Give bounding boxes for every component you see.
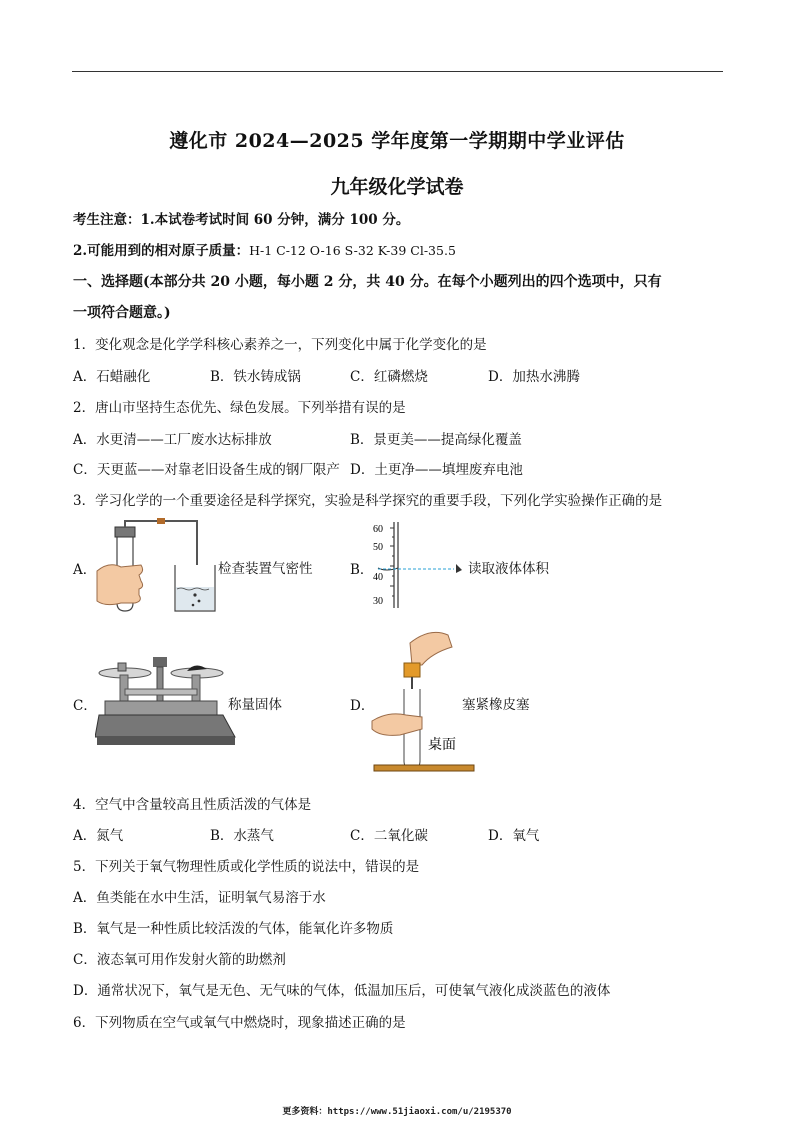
- q1-option-a: A．石蜡融化: [73, 369, 151, 385]
- q5-option-d: D．通常状况下，氧气是无色、无气味的气体，低温加压后，可使氧气液化成淡蓝色的液体: [73, 983, 611, 999]
- q4-option-d: D．氧气: [488, 828, 540, 844]
- cylinder-tick-50: 50: [373, 542, 383, 553]
- desk-label: 桌面: [428, 738, 456, 753]
- q3-option-a-text: 检查装置气密性: [218, 561, 313, 577]
- q4-option-a: A．氮气: [73, 828, 124, 844]
- section-heading-line-1: 一、选择题(本部分共 20 小题，每小题 2 分，共 40 分。在每个小题列出的四个选项中，只有: [73, 274, 662, 290]
- graduated-cylinder-figure: [368, 518, 478, 610]
- q1-option-b: B．铁水铸成锅: [210, 369, 301, 385]
- q1-stem: 1．变化观念是化学学科核心素养之一，下列变化中属于化学变化的是: [73, 337, 487, 353]
- q2-option-c: C．天更蓝——对靠老旧设备生成的钢厂限产: [73, 462, 340, 478]
- q3-option-c-text: 称量固体: [228, 697, 282, 713]
- top-rule: [72, 71, 723, 72]
- q5-stem: 5．下列关于氧气物理性质或化学性质的说法中，错误的是: [73, 859, 420, 875]
- footer-link[interactable]: 更多资料：https://www.51jiaoxi.com/u/2195370: [282, 1107, 512, 1117]
- q3-stem: 3．学习化学的一个重要途径是科学探究，实验是科学探究的重要手段，下列化学实验操作正确的是: [73, 493, 663, 509]
- section-heading-line-2: 一项符合题意。): [73, 305, 171, 321]
- q3-option-c-label: C．: [73, 698, 97, 714]
- q3-option-d-text: 塞紧橡皮塞: [462, 697, 530, 713]
- q4-option-c: C．二氧化碳: [350, 828, 428, 844]
- airtightness-apparatus-figure: [95, 515, 225, 615]
- q5-option-a: A．鱼类能在水中生活，证明氧气易溶于水: [73, 890, 326, 906]
- note-line-2-label: 2.可能用到的相对原子质量：: [73, 243, 250, 259]
- q6-stem: 6．下列物质在空气或氧气中燃烧时，现象描述正确的是: [73, 1015, 406, 1031]
- q4-stem: 4．空气中含量较高且性质活泼的气体是: [73, 797, 312, 813]
- exam-title: 遵化市 2024—2025 学年度第一学期期中学业评估: [169, 130, 625, 152]
- q2-option-b: B．景更美——提高绿化覆盖: [350, 432, 522, 448]
- q1-option-c: C．红磷燃烧: [350, 369, 428, 385]
- cylinder-tick-60: 60: [373, 524, 383, 535]
- q2-stem: 2．唐山市坚持生态优先、绿色发展。下列举措有误的是: [73, 400, 406, 416]
- note-line-1: 考生注意：1.本试卷考试时间 60 分钟，满分 100 分。: [73, 212, 410, 228]
- q2-option-a: A．水更清——工厂废水达标排放: [73, 432, 272, 448]
- q5-option-c: C．液态氧可用作发射火箭的助燃剂: [73, 952, 286, 968]
- q3-option-b-text: 读取液体体积: [468, 561, 549, 577]
- q2-option-d: D．土更净——填埋废弃电池: [350, 462, 523, 478]
- exam-subtitle: 九年级化学试卷: [330, 176, 464, 198]
- cylinder-tick-30: 30: [373, 596, 383, 607]
- atomic-masses: H-1 C-12 O-16 S-32 K-39 Cl-35.5: [249, 243, 456, 258]
- note-line-2: [73, 239, 456, 259]
- q4-option-b: B．水蒸气: [210, 828, 274, 844]
- cylinder-tick-40: 40: [373, 572, 383, 583]
- q3-option-d-label: D．: [350, 698, 375, 714]
- q5-option-b: B．氧气是一种性质比较活泼的气体，能氧化许多物质: [73, 921, 394, 937]
- q3-option-b-label: B．: [350, 562, 374, 578]
- balance-scale-figure: [95, 655, 245, 750]
- q1-option-d: D．加热水沸腾: [488, 369, 580, 385]
- q3-option-a-label: A．: [73, 562, 97, 578]
